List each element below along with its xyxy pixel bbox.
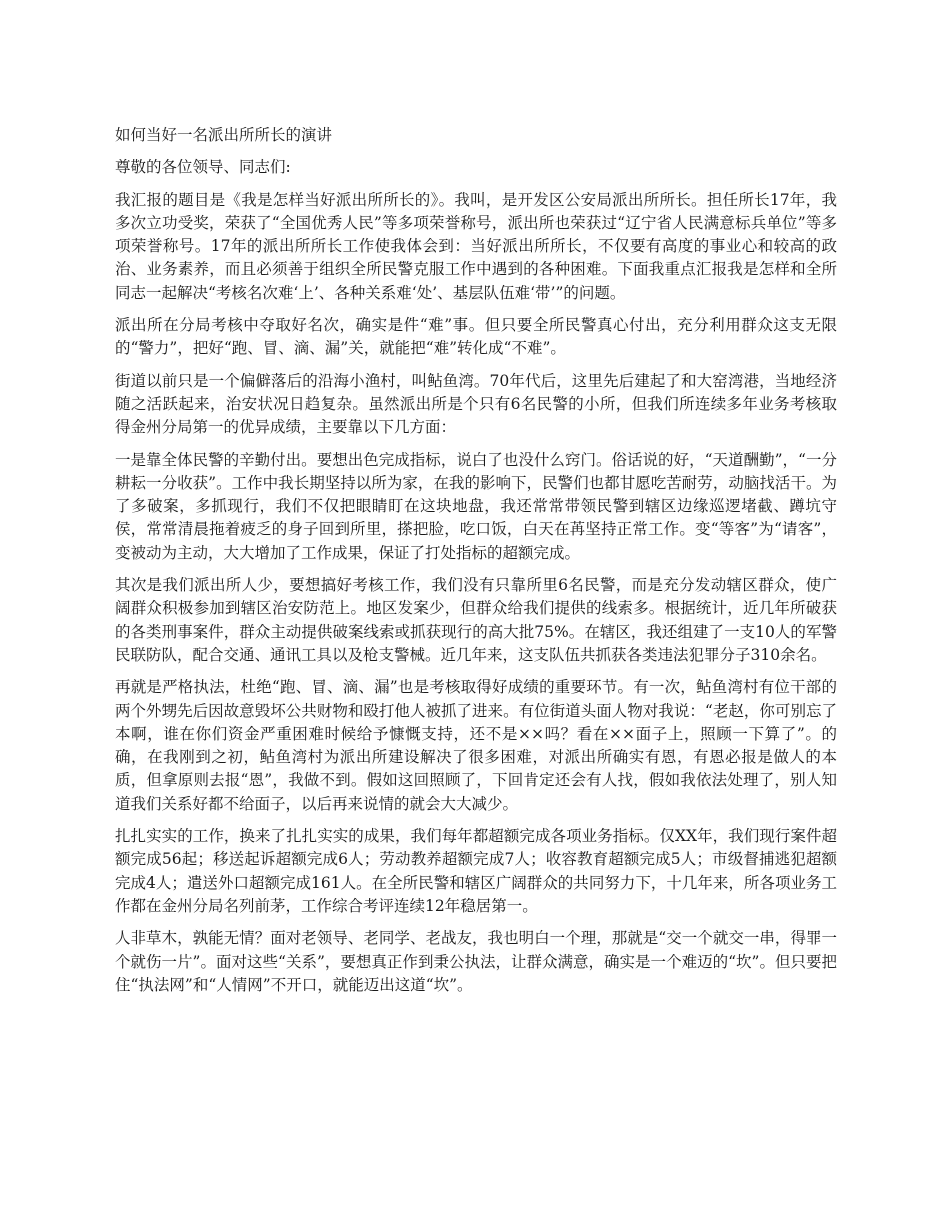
paragraph: 人非草木，孰能无情？面对老领导、老同学、老战友，我也明白一个理，那就是“交一个就交一串，得罪一个就伤一片”。面对这些“关系”，要想真正作到秉公执法，让群众满意，确实是一个难迈的“坎”。但只要把住“执法网”和“人情网”不开口，就能迈出这道“坎”。 bbox=[115, 929, 837, 994]
paragraph: 其次是我们派出所人少，要想搞好考核工作，我们没有只靠所里6名民警，而是充分发动辖区群众，使广阔群众积极参加到辖区治安防范上。地区发案少，但群众给我们提供的线索多。根据统计，近几年所破获的各类刑事案件，群众主动提供破案线索或抓获现行的高大批75%。在辖区，我还组建了一支10人的军警民联防队，配合交通、通讯工具以及枪支警械。近几年来，这支队伍共抓获各类违法犯罪分子310余名。 bbox=[115, 576, 837, 664]
document-title: 如何当好一名派出所所长的演讲 bbox=[115, 126, 333, 144]
document-page bbox=[115, 124, 837, 1006]
paragraph: 街道以前只是一个偏僻落后的沿海小渔村，叫鲇鱼湾。70年代后，这里先后建起了和大窑湾港，当地经济随之活跃起来，治安状况日趋复杂。虽然派出所是个只有6名民警的小所，但我们所连续多年业务考核取得金州分局第一的优异成绩，主要靠以下几方面： bbox=[115, 371, 837, 437]
paragraph: 我汇报的题目是《我是怎样当好派出所所长的》。我叫，是开发区公安局派出所所长。担任所长17年，我多次立功受奖，荣获了“全国优秀人民”等多项荣誉称号，派出所也荣获过“辽宁省人民满意标兵单位”等多项荣誉称号。17年的派出所所长工作使我体会到：当好派出所所长，不仅要有高度的事业心和较高的政治、业务素养，而且必须善于组织全所民警克服工作中遇到的各种困难。下面我重点汇报我是怎样和全所同志一起解决“考核名次难‘上’、各种关系难‘处’、基层队伍难‘带’”的问题。 bbox=[115, 190, 837, 302]
paragraph: 派出所在分局考核中夺取好名次，确实是件“难”事。但只要全所民警真心付出，充分利用群众这支无限的“警力”，把好“跑、冒、滴、漏”关，就能把“难”转化成“不难”。 bbox=[115, 316, 837, 358]
paragraph: 一是靠全体民警的辛勤付出。要想出色完成指标，说白了也没什么窍门。俗话说的好，“天道酬勤”，“一分耕耘一分收获”。工作中我长期坚持以所为家，在我的影响下，民警们也都甘愿吃苦耐劳，动脑找活干。为了多破案，多抓现行，我们不仅把眼睛盯在这块地盘，我还常常带领民警到辖区边缘巡逻堵截、蹲坑守侯，常常清晨拖着疲乏的身子回到所里，搽把脸，吃口饭，白天在苒坚持正常工作。变“等客”为“请客”，变被动为主动，大大增加了工作成果，保证了打处指标的超额完成。 bbox=[115, 450, 837, 562]
paragraph: 再就是严格执法，杜绝“跑、冒、滴、漏”也是考核取得好成绩的重要环节。有一次，鲇鱼湾村有位干部的两个外甥先后因故意毁坏公共财物和殴打他人被抓了进来。有位街道头面人物对我说：“老赵，你可别忘了本啊，谁在你们资金严重困难时候给予慷慨支持，还不是××吗？看在××面子上，照顾一下算了”。的确，在我刚到之初，鲇鱼湾村为派出所建设解决了很多困难，对派出所确实有恩，有恩必报是做人的本质，但拿原则去报“恩”，我做不到。假如这回照顾了，下回肯定还会有人找，假如我依法处理了，别人知道我们关系好都不给面子，以后再来说情的就会大大减少。 bbox=[115, 678, 837, 813]
salutation: 尊敬的各位领导、同志们: bbox=[115, 158, 291, 177]
paragraph: 扎扎实实的工作，换来了扎扎实实的成果，我们每年都超额完成各项业务指标。仅XX年，我们现行案件超额完成56起；移送起诉超额完成6人；劳动教养超额完成7人；收容教育超额完成5人；市级督捕逃犯超额完成4人；遣送外口超额完成161人。在全所民警和辖区广阔群众的共同努力下，十几年来，所各项业务工作都在金州分局名列前茅，工作综合考评连续12年稳居第一。 bbox=[115, 827, 837, 915]
